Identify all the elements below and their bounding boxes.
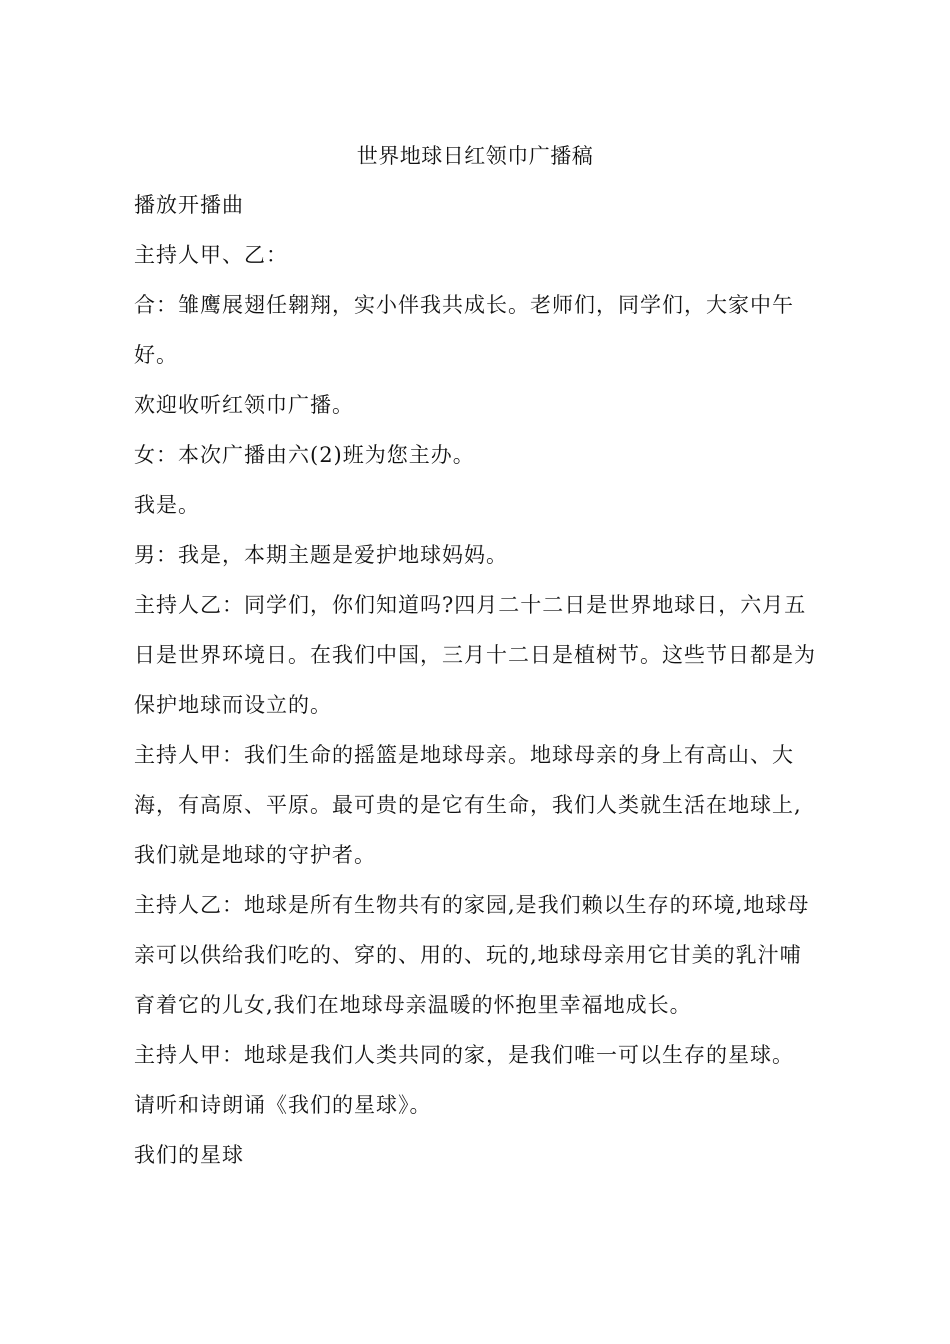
paragraph: 主持人甲、乙： xyxy=(134,243,288,267)
paragraph: 男：我是，本期主题是爱护地球妈妈。 xyxy=(134,543,508,567)
paragraph: 主持人乙：同学们，你们知道吗?四月二十二日是世界地球日，六月五日是世界环境日。在我们中国，三月十二日是植树节。这些节日都是为保护地球而设立的。 xyxy=(134,593,816,717)
paragraph: 请听和诗朗诵《我们的星球》。 xyxy=(134,1093,432,1117)
paragraph: 女：本次广播由六(2)班为您主办。 xyxy=(134,443,475,467)
paragraph: 主持人乙：地球是所有生物共有的家园,是我们赖以生存的环境,地球母亲可以供给我们吃的、穿的、用的、玩的,地球母亲用它甘美的乳汁哺育着它的儿女,我们在地球母亲温暖的怀抱里幸福地成长。 xyxy=(134,893,810,1017)
paragraph: 播放开播曲 xyxy=(134,193,244,217)
paragraph: 主持人甲：地球是我们人类共同的家，是我们唯一可以生存的星球。 xyxy=(134,1043,794,1067)
paragraph: 我们的星球 xyxy=(134,1143,244,1167)
document-title: 世界地球日红领巾广播稿 xyxy=(356,144,594,168)
paragraph: 欢迎收听红领巾广播。 xyxy=(134,393,354,417)
document-body xyxy=(134,180,819,1180)
paragraph: 我是。 xyxy=(134,493,200,517)
paragraph: 合：雏鹰展翅任翱翔，实小伴我共成长。老师们，同学们，大家中午好。 xyxy=(134,293,794,367)
paragraph: 主持人甲：我们生命的摇篮是地球母亲。地球母亲的身上有高山、大海，有高原、平原。最可贵的是它有生命，我们人类就生活在地球上,我们就是地球的守护者。 xyxy=(134,743,802,867)
